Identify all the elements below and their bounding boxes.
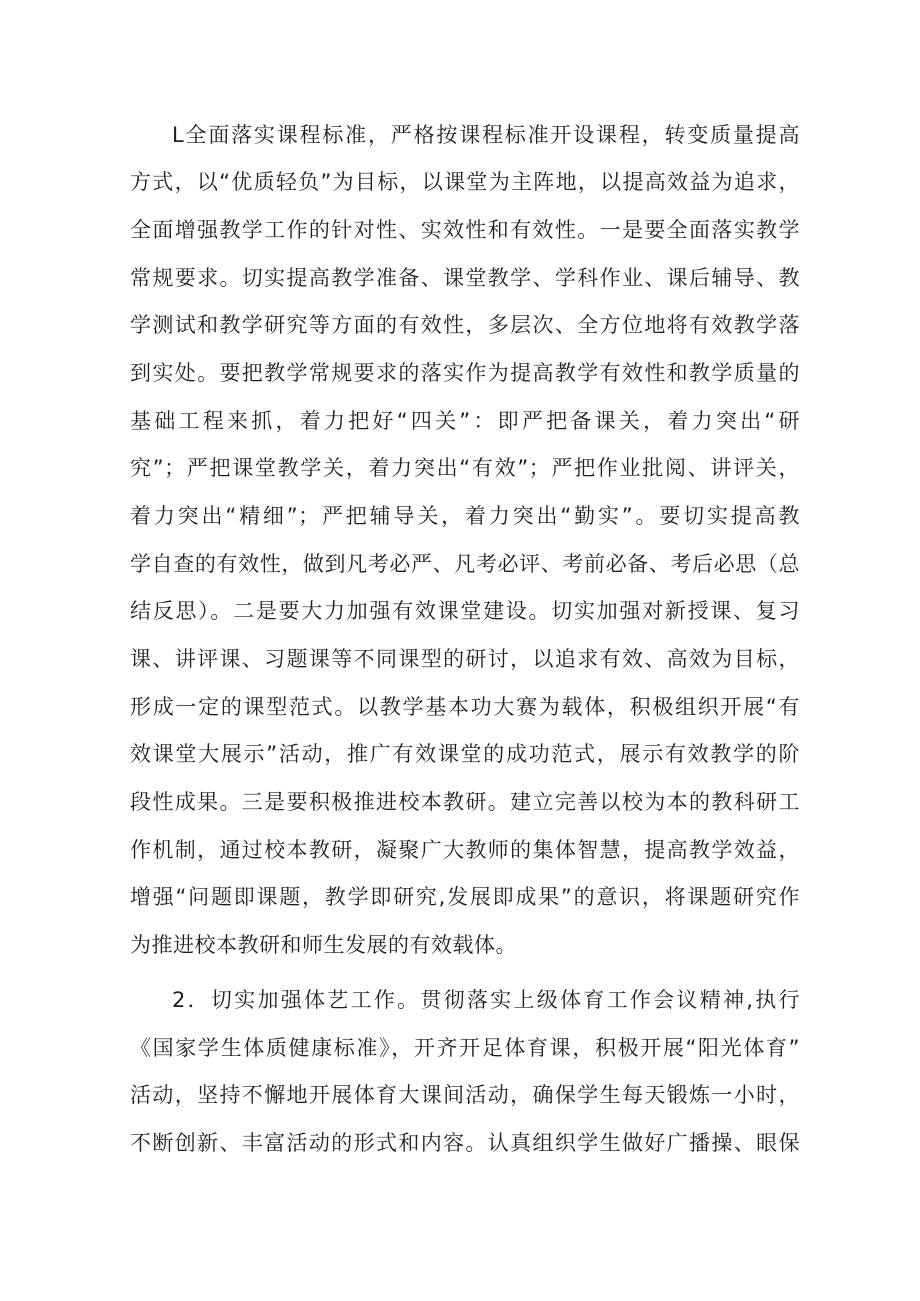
paragraph-1-line-9: 着力突出“精细”；严把辅导关，着力突出“勤实”。要切实提高教: [130, 504, 800, 528]
paragraph-2-line-1: 2．切实加强体艺工作。贯彻落实上级体育工作会议精神,执行: [172, 988, 800, 1012]
paragraph-1-line-13: 形成一定的课型范式。以教学基本功大赛为载体，积极组织开展“有: [130, 695, 800, 719]
paragraph-1-line-17: 增强“问题即课题，教学即研究,发展即成果”的意识，将课题研究作: [130, 885, 800, 909]
paragraph-1-line-7: 基础工程来抓，着力把好“四关”：即严把备课关，着力突出“研: [130, 409, 800, 433]
paragraph-1-line-14: 效课堂大展示”活动，推广有效课堂的成功范式，展示有效教学的阶: [130, 742, 800, 766]
paragraph-1-line-5: 学测试和教学研究等方面的有效性，多层次、全方位地将有效教学落: [130, 313, 800, 337]
paragraph-1-line-11: 结反思）。二是要大力加强有效课堂建设。切实加强对新授课、复习: [130, 599, 800, 623]
paragraph-1-line-2: 方式，以“优质轻负”为目标，以课堂为主阵地，以提高效益为追求，: [130, 170, 800, 194]
paragraph-1-line-6: 到实处。要把教学常规要求的落实作为提高教学有效性和教学质量的: [130, 361, 800, 385]
paragraph-1-line-12: 课、讲评课、习题课等不同课型的研讨，以追求有效、高效为目标，: [130, 647, 800, 671]
paragraph-1-line-15: 段性成果。三是要积极推进校本教研。建立完善以校为本的教科研工: [130, 790, 800, 814]
paragraph-1-line-18: 为推进校本教研和师生发展的有效载体。: [130, 933, 517, 957]
paragraph-2-line-3: 活动，坚持不懈地开展体育大课间活动，确保学生每天锻炼一小时，: [130, 1083, 800, 1107]
paragraph-1-line-3: 全面增强教学工作的针对性、实效性和有效性。一是要全面落实教学: [130, 218, 800, 242]
paragraph-2-line-2: 《国家学生体质健康标准》，开齐开足体育课，积极开展“阳光体育”: [130, 1036, 800, 1060]
paragraph-1-line-10: 学自查的有效性，做到凡考必严、凡考必评、考前必备、考后必思（总: [130, 552, 800, 576]
paragraph-1-line-1: L全面落实课程标准，严格按课程标准开设课程，转变质量提高: [172, 123, 800, 147]
paragraph-1-line-8: 究”；严把课堂教学关，着力突出“有效”；严把作业批阅、讲评关，: [130, 456, 800, 480]
paragraph-1-line-16: 作机制，通过校本教研，凝聚广大教师的集体智慧，提高教学效益，: [130, 838, 800, 862]
paragraph-1-line-4: 常规要求。切实提高教学准备、课堂教学、学科作业、课后辅导、教: [130, 266, 800, 290]
paragraph-2-line-4: 不断创新、丰富活动的形式和内容。认真组织学生做好广播操、眼保: [130, 1131, 800, 1155]
